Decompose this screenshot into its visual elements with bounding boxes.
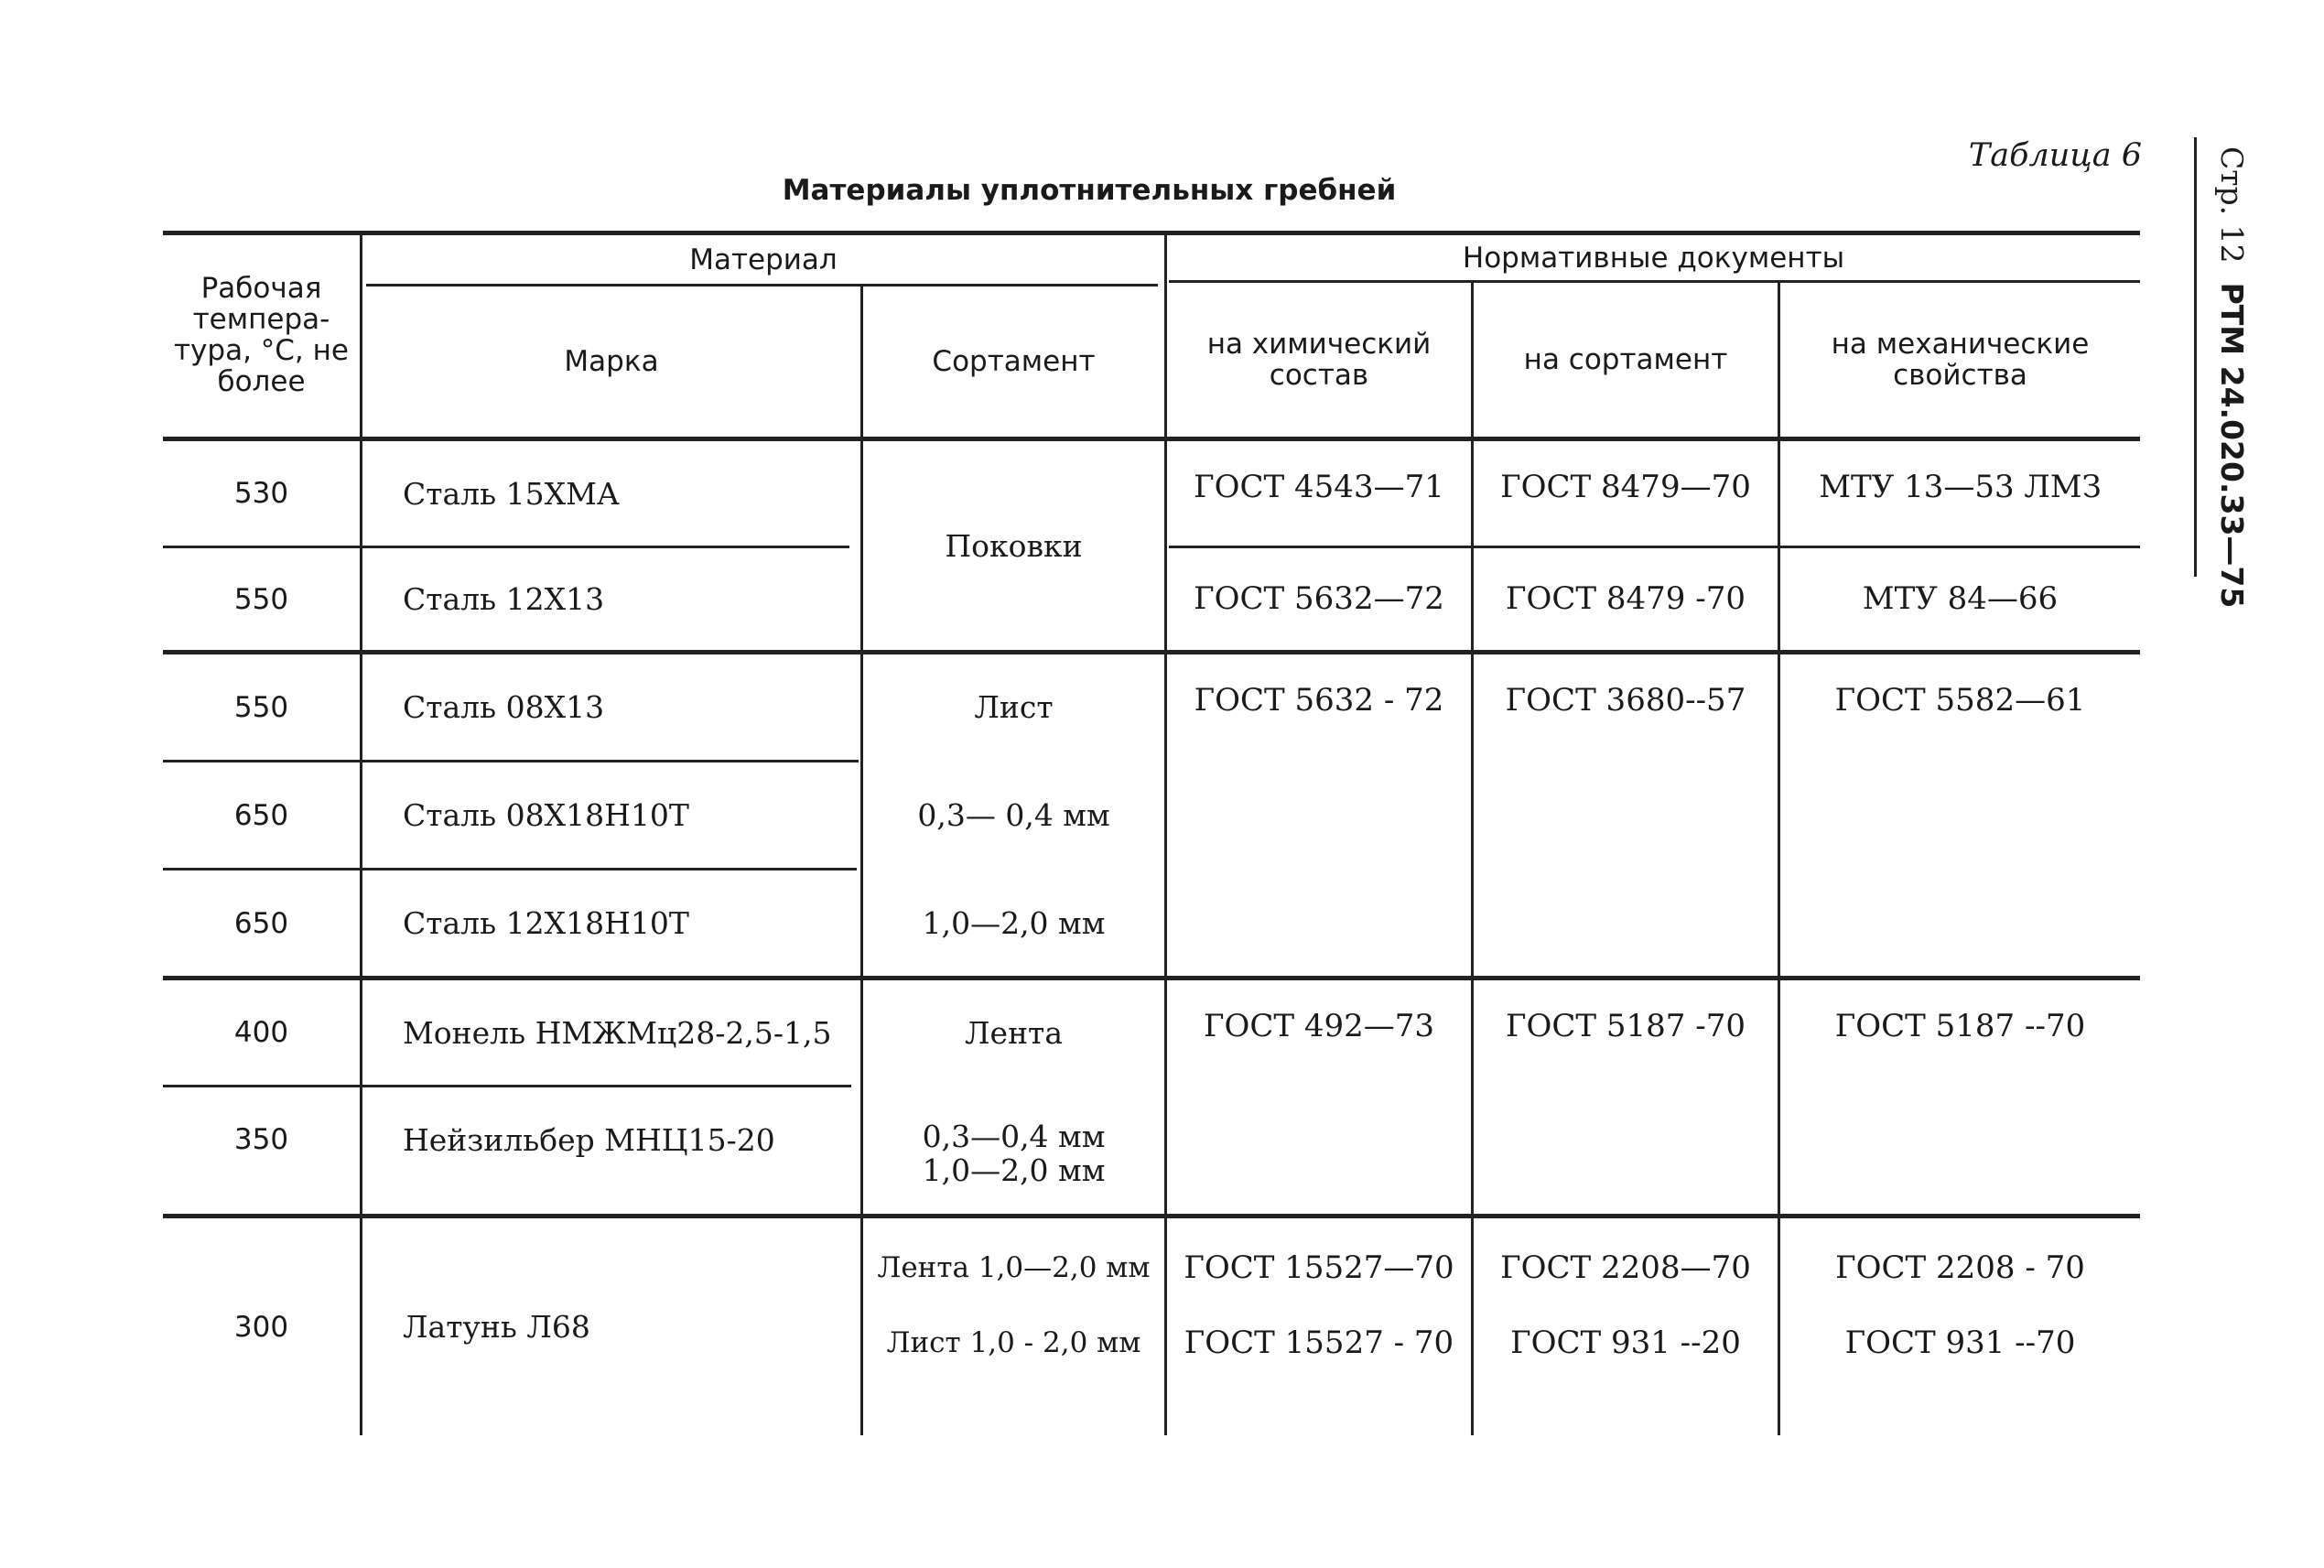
assortment-doc: ГОСТ 5187 -70 — [1506, 1007, 1746, 1044]
mech-doc: ГОСТ 5582—61 — [1834, 681, 2086, 719]
header-temperature: Рабочая темпера- тура, °С, не более — [174, 272, 349, 398]
grade-cell: Сталь 12Х18Н10Т — [403, 905, 689, 941]
chem-doc: ГОСТ 492—73 — [1203, 1007, 1435, 1044]
mech-doc: ГОСТ 931 --70 — [1844, 1324, 2076, 1361]
chem-doc: ГОСТ 5632—72 — [1194, 580, 1444, 617]
assortment-brass-sheet: Лист 1,0 - 2,0 мм — [886, 1325, 1141, 1359]
temp-cell: 650 — [233, 798, 289, 832]
temp-cell: 550 — [233, 690, 289, 724]
assortment-sheet: Лист — [974, 689, 1054, 725]
grade-cell: Сталь 08Х13 — [403, 689, 605, 725]
grade-cell: Сталь 15ХМА — [403, 475, 620, 512]
side-page-number: Стр. 12 — [2214, 146, 2250, 264]
header-chem-composition: на химический состав — [1206, 328, 1432, 392]
header-grade: Марка — [564, 345, 659, 378]
assortment-doc: ГОСТ 931 --20 — [1510, 1324, 1741, 1361]
grade-cell: Сталь 08Х18Н10Т — [403, 797, 689, 833]
grade-cell: Латунь Л68 — [403, 1309, 590, 1345]
assortment-sheet-size-1: 0,3— 0,4 мм — [917, 797, 1110, 833]
table-number: Таблица 6 — [1968, 137, 2142, 174]
mech-doc: МТУ 84—66 — [1862, 580, 2059, 617]
side-rule — [2194, 137, 2197, 577]
grade-cell: Монель НМЖМц28-2,5-1,5 — [403, 1014, 832, 1051]
table-title: Материалы уплотнительных гребней — [782, 174, 1397, 207]
temp-cell: 350 — [233, 1123, 289, 1156]
assortment-doc: ГОСТ 8479—70 — [1500, 468, 1751, 505]
assortment-forging: Поковки — [945, 527, 1083, 564]
assortment-tape: Лента — [965, 1014, 1063, 1051]
assortment-brass-tape: Лента 1,0—2,0 мм — [877, 1250, 1151, 1284]
assortment-doc: ГОСТ 2208—70 — [1500, 1249, 1751, 1286]
assortment-tape-sizes: 0,3—0,4 мм 1,0—2,0 мм — [922, 1119, 1106, 1188]
assortment-doc: ГОСТ 3680--57 — [1505, 681, 1746, 719]
chem-doc: ГОСТ 15527—70 — [1184, 1249, 1454, 1286]
mech-doc: ГОСТ 5187 --70 — [1834, 1007, 2086, 1044]
header-assortment-docs: на сортамент — [1523, 343, 1728, 376]
header-mech-properties: на механические свойства — [1831, 328, 2090, 392]
grade-cell: Нейзильбер МНЦ15-20 — [403, 1121, 775, 1158]
temp-cell: 300 — [233, 1310, 289, 1344]
header-assortment: Сортамент — [932, 345, 1096, 378]
assortment-sheet-size-2: 1,0—2,0 мм — [922, 905, 1106, 941]
assortment-doc: ГОСТ 8479 -70 — [1506, 580, 1746, 617]
chem-doc: ГОСТ 15527 - 70 — [1184, 1324, 1454, 1361]
temp-cell: 400 — [233, 1016, 289, 1049]
side-header — [2214, 146, 2250, 609]
temp-cell: 530 — [233, 477, 289, 510]
chem-doc: ГОСТ 5632 - 72 — [1194, 681, 1444, 719]
header-normative-docs: Нормативные документы — [1462, 241, 1845, 275]
temp-cell: 650 — [233, 906, 289, 940]
grade-cell: Сталь 12Х13 — [403, 581, 605, 617]
temp-cell: 550 — [233, 582, 289, 616]
header-material: Материал — [689, 243, 838, 276]
side-doc-number: РТМ 24.020.33—75 — [2214, 282, 2250, 609]
mech-doc: ГОСТ 2208 - 70 — [1835, 1249, 2085, 1286]
mech-doc: МТУ 13—53 ЛМЗ — [1819, 468, 2102, 505]
chem-doc: ГОСТ 4543—71 — [1194, 468, 1444, 505]
